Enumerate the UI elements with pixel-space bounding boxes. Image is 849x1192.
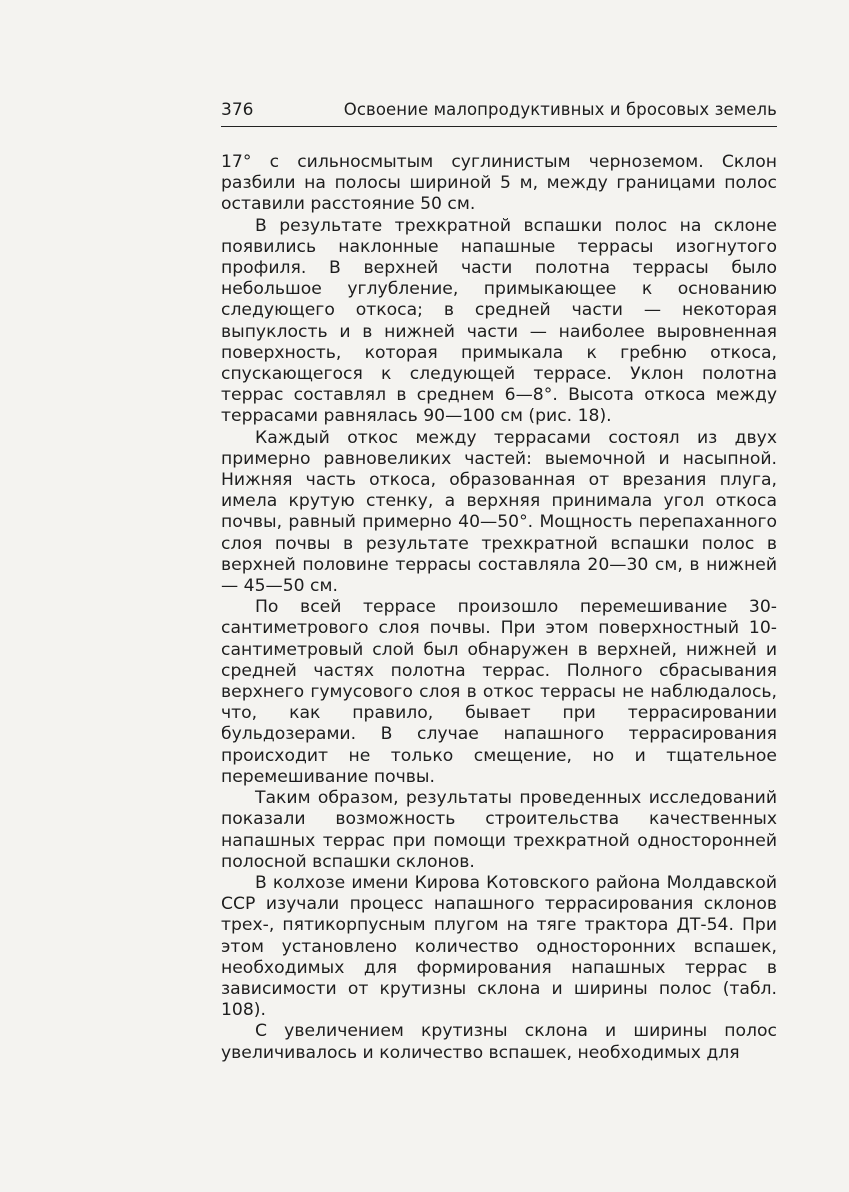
body-text: [221, 152, 777, 1064]
running-head: [221, 96, 777, 127]
paragraph-5: Таким образом, результаты проведенных исследований показали возможность строительства качественных напашных террас при помощи трехкратной односторонней полосной вспашки склонов.: [221, 788, 777, 872]
paragraph-6: В колхозе имени Кирова Котовского района Молдавской ССР изучали процесс напашного террасирования склонов трех-, пятикорпусным плугом на тяге трактора ДТ-54. При этом установлено количество односторонних вспашек, необходимых для формирования напашных террас в зависимости от крутизны склона и ширины полос (табл. 108).: [221, 872, 777, 1021]
paragraph-2: В результате трехкратной вспашки полос на склоне появились наклонные напашные террасы изогнутого профиля. В верхней части полотна террасы было небольшое углубление, примыкающее к основанию следующего откоса; в средней части — некоторая выпуклость и в нижней части — наиболее выровненная поверхность, которая примыкала к гребню откоса, спускающегося к следующей террасе. Уклон полотна террас составлял в среднем 6—8°. Высота откоса между террасами равнялась 90—100 см (рис. 18).: [221, 215, 777, 427]
paragraph-7: С увеличением крутизны склона и ширины полос увеличивалось и количество вспашек, необходимых для: [221, 1021, 777, 1063]
paragraph-3: Каждый откос между террасами состоял из двух примерно равновеликих частей: выемочной и насыпной. Нижняя часть откоса, образованная от врезания плуга, имела крутую стенку, а верхняя принимала угол откоса почвы, равный примерно 40—50°. Мощность перепаханного слоя почвы в результате трехкратной вспашки полос в верхней половине террасы составляла 20—30 см, в нижней — 45—50 см.: [221, 427, 777, 597]
page-number: 376: [221, 100, 254, 120]
paragraph-1: 17° с сильносмытым суглинистым черноземом. Склон разбили на полосы шириной 5 м, между границами полос оставили расстояние 50 см.: [221, 152, 777, 215]
running-title: Освоение малопродуктивных и бросовых земель: [343, 100, 777, 119]
paragraph-4: По всей террасе произошло перемешивание 30-сантиметрового слоя почвы. При этом поверхностный 10-сантиметровый слой был обнаружен в верхней, нижней и средней частях полотна террас. Полного сбрасывания верхнего гумусового слоя в откос террасы не наблюдалось, что, как правило, бывает при террасировании бульдозерами. В случае напашного террасирования происходит не только смещение, но и тщательное перемешивание почвы.: [221, 597, 777, 787]
